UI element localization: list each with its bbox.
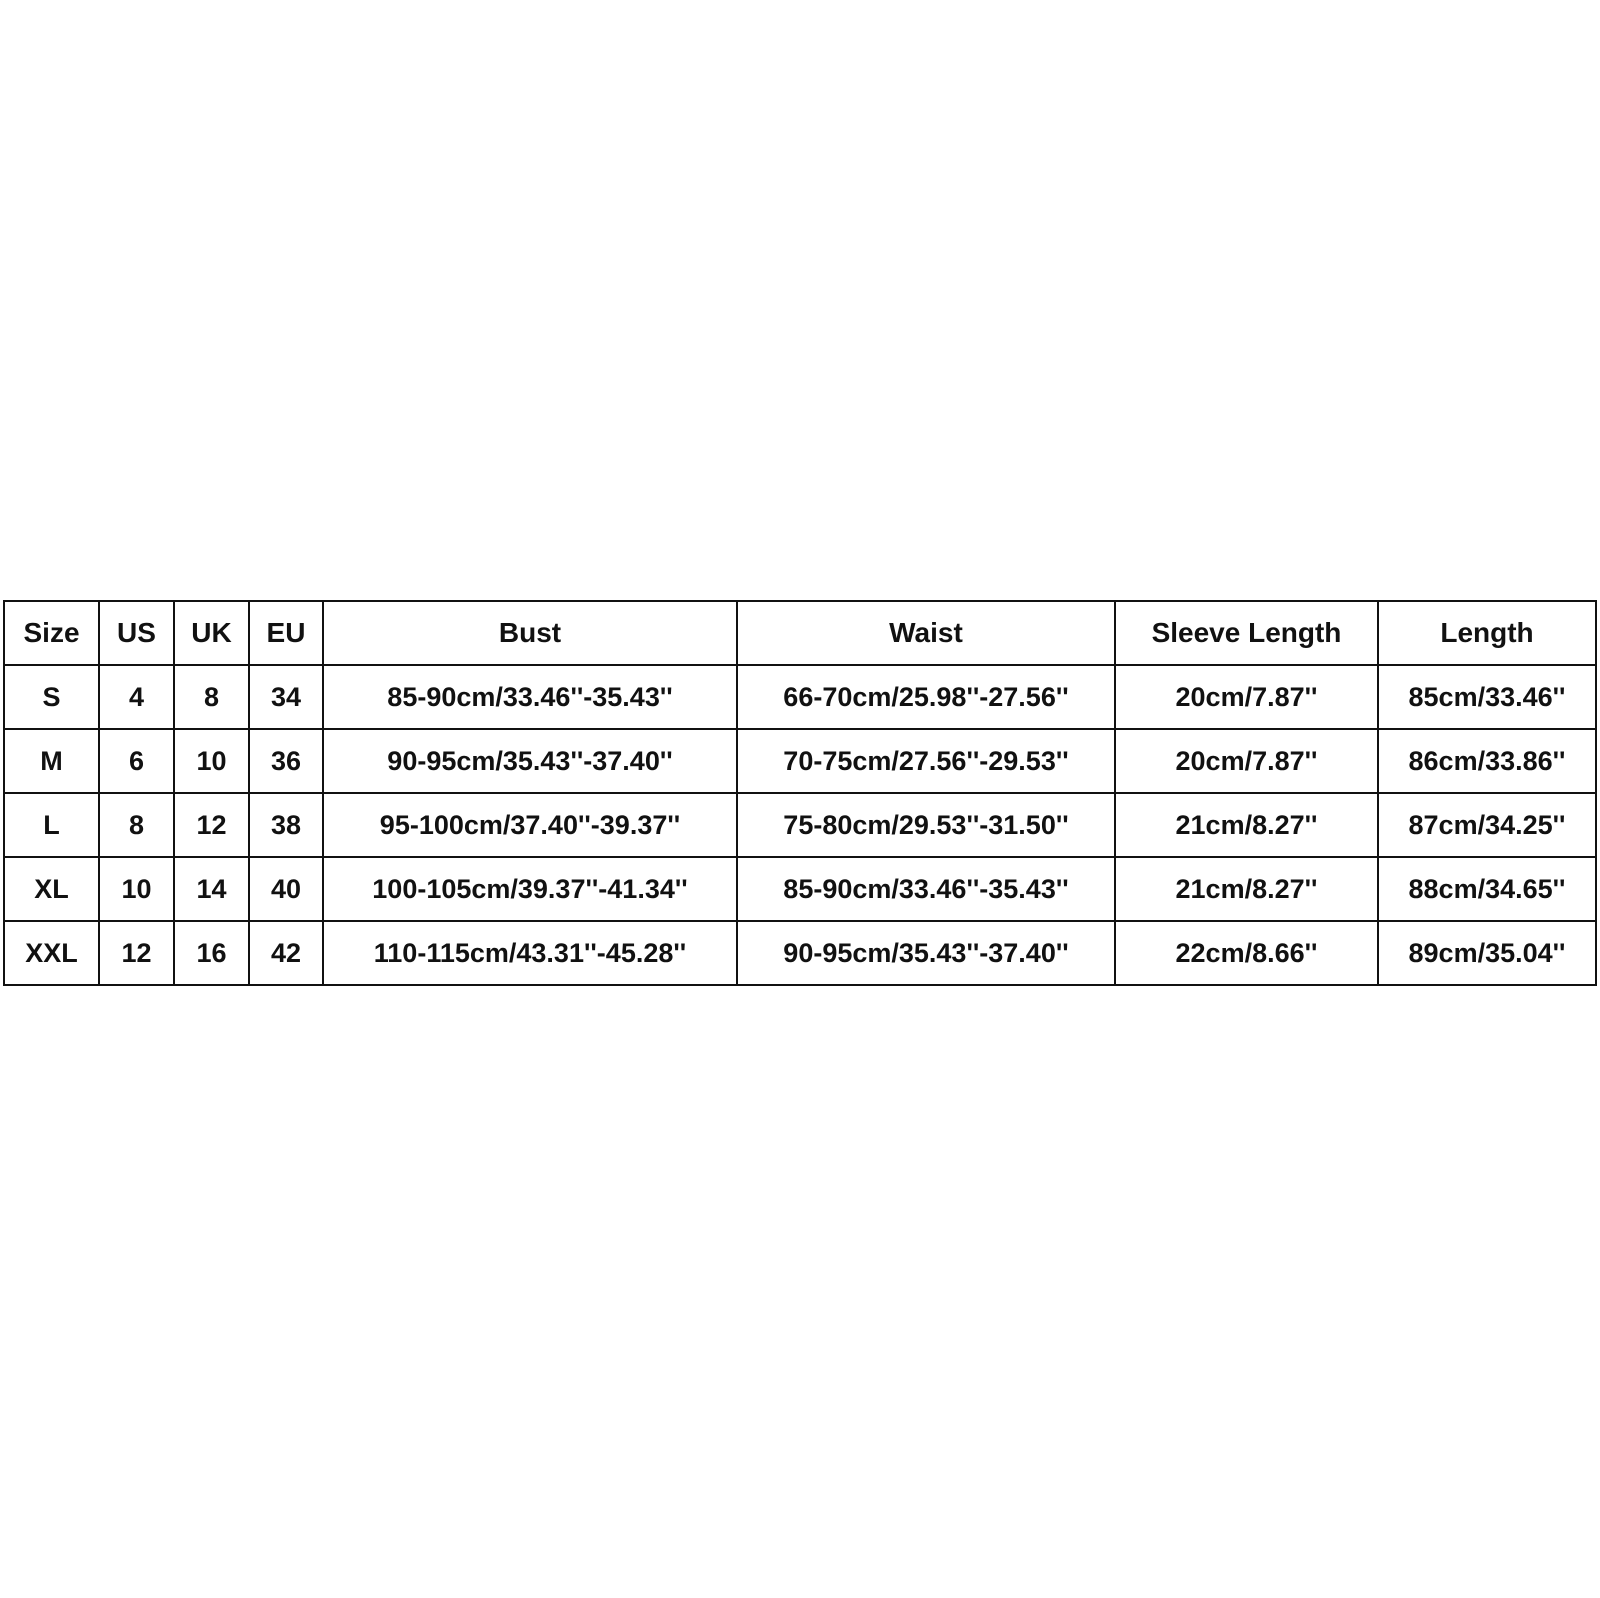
cell-sleeve-length: 20cm/7.87'' [1115, 729, 1378, 793]
cell-bust: 85-90cm/33.46''-35.43'' [323, 665, 737, 729]
table-row [4, 665, 1596, 729]
cell-length: 88cm/34.65'' [1378, 857, 1596, 921]
cell-eu: 34 [249, 665, 323, 729]
cell-length: 87cm/34.25'' [1378, 793, 1596, 857]
cell-waist: 75-80cm/29.53''-31.50'' [737, 793, 1115, 857]
header-waist: Waist [737, 601, 1115, 665]
table-row [4, 729, 1596, 793]
size-chart-table [3, 600, 1597, 986]
cell-uk: 12 [174, 793, 249, 857]
header-row [4, 601, 1596, 665]
header-sleeve-length: Sleeve Length [1115, 601, 1378, 665]
header-bust: Bust [323, 601, 737, 665]
cell-uk: 14 [174, 857, 249, 921]
cell-eu: 38 [249, 793, 323, 857]
cell-size: L [4, 793, 99, 857]
cell-length: 85cm/33.46'' [1378, 665, 1596, 729]
header-size: Size [4, 601, 99, 665]
header-eu: EU [249, 601, 323, 665]
cell-length: 86cm/33.86'' [1378, 729, 1596, 793]
cell-bust: 90-95cm/35.43''-37.40'' [323, 729, 737, 793]
cell-us: 12 [99, 921, 174, 985]
cell-eu: 40 [249, 857, 323, 921]
table-row [4, 921, 1596, 985]
cell-eu: 36 [249, 729, 323, 793]
table-row [4, 857, 1596, 921]
cell-uk: 10 [174, 729, 249, 793]
cell-eu: 42 [249, 921, 323, 985]
cell-size: XXL [4, 921, 99, 985]
cell-waist: 90-95cm/35.43''-37.40'' [737, 921, 1115, 985]
cell-sleeve-length: 20cm/7.87'' [1115, 665, 1378, 729]
cell-length: 89cm/35.04'' [1378, 921, 1596, 985]
cell-uk: 8 [174, 665, 249, 729]
header-us: US [99, 601, 174, 665]
cell-sleeve-length: 21cm/8.27'' [1115, 857, 1378, 921]
cell-uk: 16 [174, 921, 249, 985]
cell-bust: 95-100cm/37.40''-39.37'' [323, 793, 737, 857]
cell-us: 4 [99, 665, 174, 729]
cell-waist: 70-75cm/27.56''-29.53'' [737, 729, 1115, 793]
cell-us: 8 [99, 793, 174, 857]
cell-bust: 100-105cm/39.37''-41.34'' [323, 857, 737, 921]
cell-size: M [4, 729, 99, 793]
cell-sleeve-length: 22cm/8.66'' [1115, 921, 1378, 985]
cell-size: XL [4, 857, 99, 921]
cell-size: S [4, 665, 99, 729]
cell-waist: 66-70cm/25.98''-27.56'' [737, 665, 1115, 729]
cell-us: 10 [99, 857, 174, 921]
table-row [4, 793, 1596, 857]
header-length: Length [1378, 601, 1596, 665]
cell-waist: 85-90cm/33.46''-35.43'' [737, 857, 1115, 921]
cell-us: 6 [99, 729, 174, 793]
cell-sleeve-length: 21cm/8.27'' [1115, 793, 1378, 857]
header-uk: UK [174, 601, 249, 665]
cell-bust: 110-115cm/43.31''-45.28'' [323, 921, 737, 985]
